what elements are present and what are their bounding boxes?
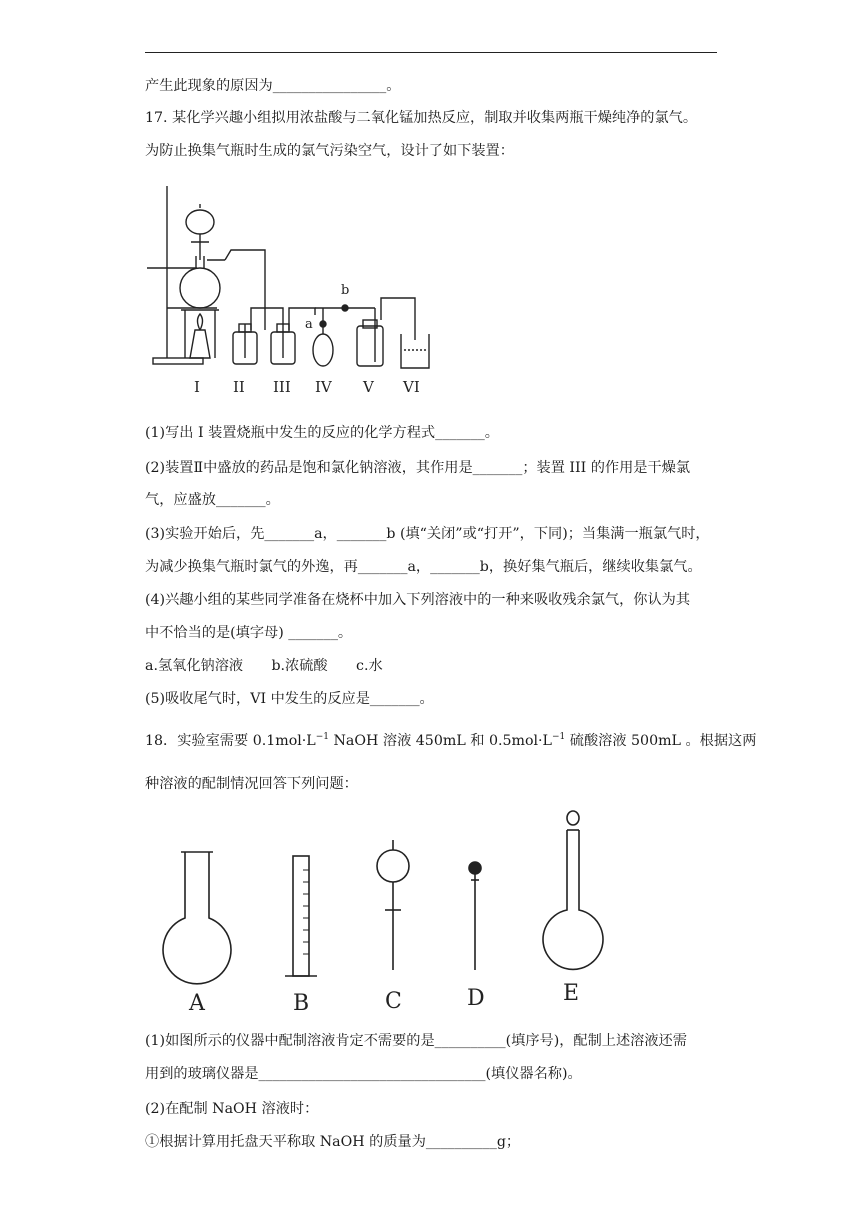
label-V: V bbox=[363, 378, 374, 396]
alcohol-lamp bbox=[190, 330, 210, 358]
q17-part-4-line-2: 中不恰当的是(填字母) _______。 bbox=[145, 625, 353, 641]
label-IV: IV bbox=[315, 378, 332, 396]
q17-part-1: (1)写出 I 装置烧瓶中发生的反应的化学方程式_______。 bbox=[145, 425, 499, 441]
header-rule bbox=[145, 52, 717, 53]
text-line-1: 产生此现象的原因为________________。 bbox=[145, 78, 401, 94]
label-II: II bbox=[233, 378, 245, 396]
valve-a bbox=[320, 321, 326, 327]
valve-b bbox=[342, 305, 348, 311]
dropper-D bbox=[469, 862, 481, 874]
q17-part-2-line-2: 气，应盛放_______。 bbox=[145, 492, 280, 508]
valve-label-b: b bbox=[341, 283, 350, 298]
glassware-figure bbox=[145, 800, 625, 1015]
volumetric-flask-E bbox=[567, 811, 579, 825]
label-C: C bbox=[385, 989, 402, 1014]
bottle-V bbox=[357, 326, 383, 366]
q18-part-2-item-1: ①根据计算用托盘天平称取 NaOH 的质量为__________g； bbox=[145, 1134, 521, 1150]
q17-part-5: (5)吸收尾气时，VI 中发生的反应是_______。 bbox=[145, 691, 434, 707]
q17-part-4-line-1: (4)兴趣小组的某些同学准备在烧杯中加入下列溶液中的一种来吸收残余氯气，你认为其 bbox=[145, 592, 691, 608]
valve-label-a: a bbox=[305, 317, 313, 332]
label-VI: VI bbox=[403, 378, 420, 396]
funnel-C bbox=[377, 850, 409, 882]
label-I: I bbox=[194, 378, 200, 396]
label-B: B bbox=[293, 991, 310, 1015]
q18-part-1-line-1: (1)如图所示的仪器中配制溶液肯定不需要的是__________(填序号)，配制上述溶液还需 bbox=[145, 1033, 687, 1049]
label-A: A bbox=[189, 991, 205, 1015]
q18-part-1-line-2: 用到的玻璃仪器是________________________________(填仪器名称)。 bbox=[145, 1066, 582, 1082]
q17-part-3-line-2: 为减少换集气瓶时氯气的外逸，再_______a，_______b，换好集气瓶后，继续收集氯气。 bbox=[145, 559, 702, 575]
question-17-line-2: 为防止换集气瓶时生成的氯气污染空气，设计了如下装置： bbox=[145, 143, 514, 159]
q18-part-2: (2)在配制 NaOH 溶液时： bbox=[145, 1101, 319, 1117]
stand-base bbox=[153, 358, 203, 364]
question-17-line-1: 17. 某化学兴趣小组拟用浓盐酸与二氧化锰加热反应，制取并收集两瓶干燥纯净的氯气。 bbox=[145, 110, 698, 126]
q17-part-3-line-1: (3)实验开始后，先_______a，_______b (填“关闭”或“打开”，下同)；当集满一瓶氯气时， bbox=[145, 526, 710, 542]
label-III: III bbox=[273, 378, 291, 396]
q17-options: a.氢氧化钠溶液 b.浓硫酸 c.水 bbox=[145, 658, 383, 674]
label-E: E bbox=[563, 981, 580, 1006]
question-18-line-2: 种溶液的配制情况回答下列问题： bbox=[145, 776, 358, 792]
funnel bbox=[186, 210, 214, 234]
label-D: D bbox=[467, 986, 485, 1011]
balloon-IV bbox=[313, 334, 333, 366]
cylinder-B bbox=[293, 856, 309, 976]
question-18-line-1: 18．实验室需要 $0.1mol\cdot L^{-1}$ NaOH 溶液 450mL 和 $0.5mol\cdot L^{-1}$ 硫酸溶液 500mL 。根据这两 bbox=[145, 732, 757, 749]
round-flask bbox=[180, 268, 220, 308]
q17-part-2-line-1: (2)装置Ⅱ中盛放的药品是饱和氯化钠溶液，其作用是_______；装置 III 的作用是干燥氯 bbox=[145, 460, 691, 476]
flask-A bbox=[163, 852, 231, 984]
chlorine-apparatus-figure bbox=[145, 180, 435, 405]
